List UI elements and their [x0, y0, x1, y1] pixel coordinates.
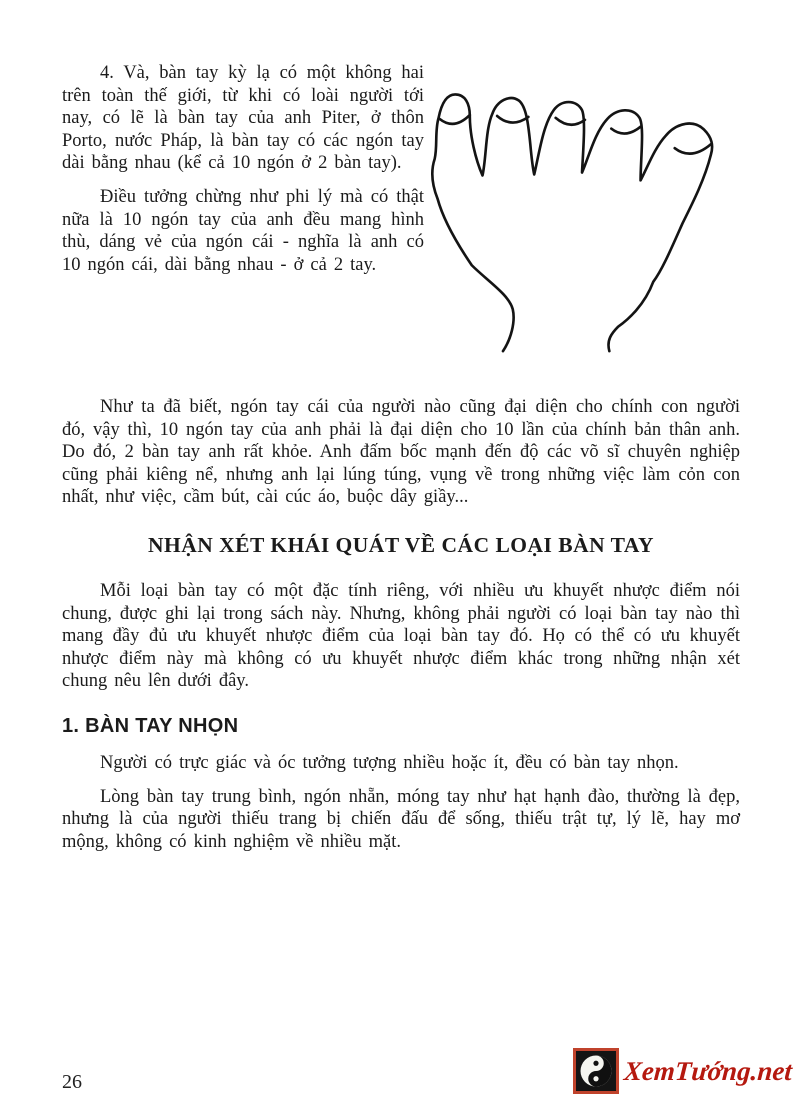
paragraph-2: Điều tưởng chừng như phi lý mà có thật nữa là 10 ngón tay của anh đều mang hình thù, dáng vẻ của ngón cái - nghĩa là anh có 10 ngón cái, dài bằng nhau - ở cả 2 tay. [62, 186, 424, 275]
yin-yang-icon [573, 1048, 619, 1094]
chapter-heading: NHẬN XÉT KHÁI QUÁT VỀ CÁC LOẠI BÀN TAY [147, 532, 655, 557]
fingernail-2 [497, 116, 528, 123]
paragraph-5: Người có trực giác và óc tưởng tượng nhiều hoặc ít, đều có bàn tay nhọn. [100, 752, 679, 773]
watermark [573, 1048, 792, 1094]
fingernail-4 [611, 127, 640, 134]
section-heading-1: 1. BÀN TAY NHỌN [62, 714, 239, 737]
paragraph-1: 4. Và, bàn tay kỳ lạ có một không hai trên toàn thế giới, từ khi có loài người tới nay, có lẽ là bàn tay của anh Piter, ở thôn Porto, nước Pháp, là bàn tay có các ngón tay dài bằng nhau (kể cả 10 ngón ở 2 bàn tay). [62, 63, 424, 174]
watermark-text: XemTướng.net [623, 1055, 794, 1086]
text-column [62, 62, 424, 396]
paragraph-4: Mỗi loại bàn tay có một đặc tính riêng, với nhiều ưu khuyết nhược điểm nói chung, được ghi lại trong sách này. Nhưng, không phải người có loại bàn tay nào thì mang đầy đủ ưu khuyết nhược điểm của loại bàn tay đó. Họ có thể có ưu khuyết nhược điểm này mà không có ưu khuyết nhược điểm khác trong những nhận xét chung nêu lên dưới đây. [62, 580, 740, 692]
paragraph-3: Như ta đã biết, ngón tay cái của người nào cũng đại diện cho chính con người đó, vậy thì, 10 ngón tay của anh phải là đại diện cho 10 lần của chính bản thân anh. Do đó, 2 bàn tay anh rất khỏe. Anh đấm bốc mạnh đến độ các võ sĩ chuyên nghiệp cũng phải kiêng nể, nhưng anh lại lúng túng, vụng về trong những việc làm cỏn con nhất, như việc, cầm bút, cài cúc áo, buộc dây giầy... [62, 397, 740, 508]
hand-illustration [424, 74, 742, 396]
page-footer [62, 1048, 792, 1094]
paragraph-6: Lòng bàn tay trung bình, ngón nhẵn, móng tay như hạt hạnh đào, thường là đẹp, nhưng là của người thiếu trang bị chiến đấu để sống, thiếu trật tự, lý lẽ, hay mơ mộng, không có kinh nghiệm về nhiều mặt. [62, 786, 740, 852]
fingernail-5 [675, 144, 711, 153]
top-section [62, 62, 740, 396]
fingernail-3 [556, 118, 585, 125]
page-number: 26 [62, 1071, 82, 1093]
fingernail-1 [440, 115, 470, 124]
hand-figure [424, 62, 742, 396]
